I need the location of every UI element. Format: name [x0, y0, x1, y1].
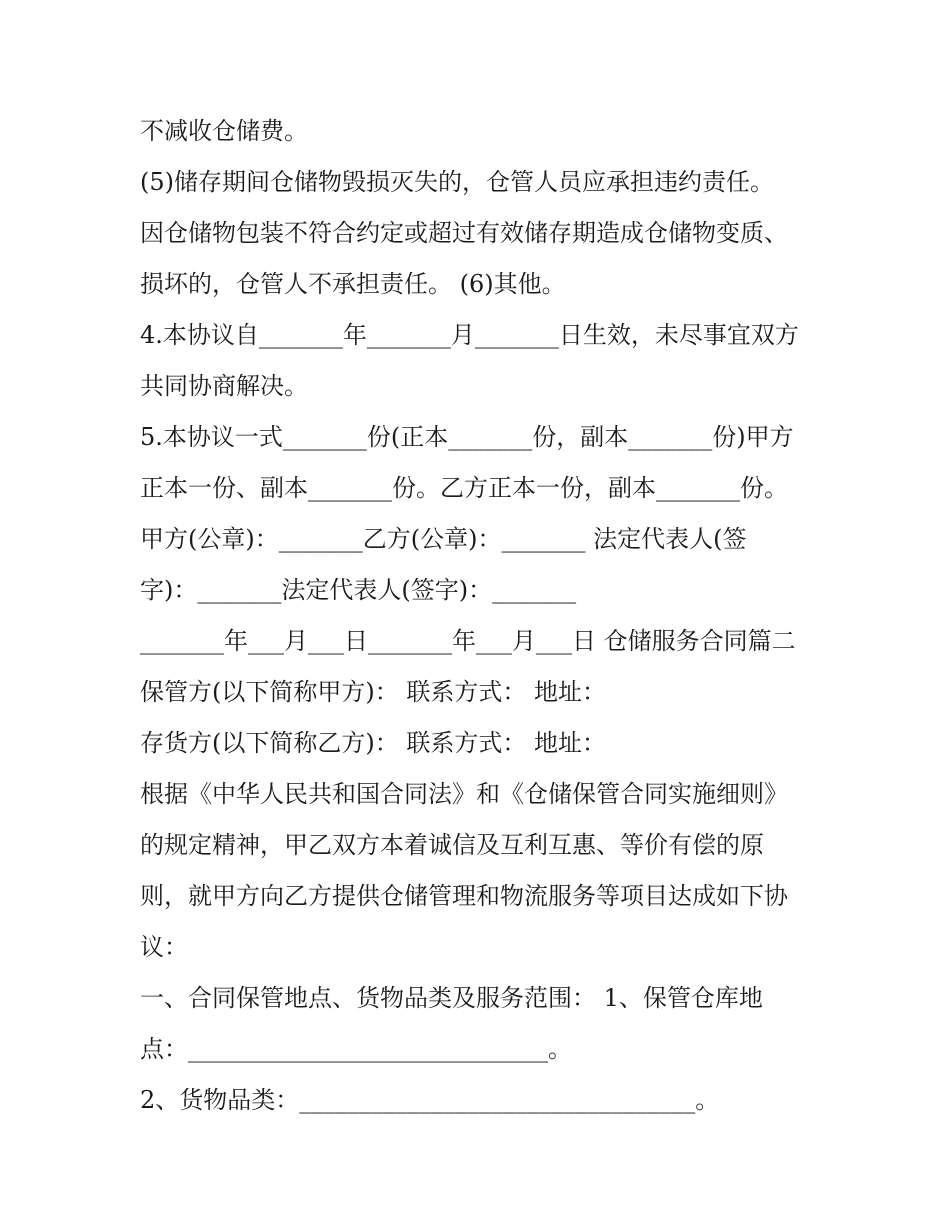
text-line: 议： [140, 933, 188, 961]
text-line: 正本一份、副本_______份。乙方正本一份，副本_______份。 [140, 474, 788, 502]
text-line: 共同协商解决。 [140, 372, 308, 400]
text-line: 字)：_______法定代表人(签字)：_______ [140, 576, 577, 604]
document-body [140, 106, 840, 1126]
text-line: 2、货物品类：_________________________________。 [140, 1086, 720, 1114]
text-line: 不减收仓储费。 [140, 117, 308, 145]
text-line: (5)储存期间仓储物毁损灭失的，仓管人员应承担违约责任。 [140, 168, 774, 196]
text-line: 点：______________________________。 [140, 1035, 572, 1063]
text-line: 5.本协议一式_______份(正本_______份，副本_______份)甲方 [140, 423, 794, 451]
text-line: 一、合同保管地点、货物品类及服务范围： 1、保管仓库地 [140, 984, 763, 1012]
text-line: 根据《中华人民共和国合同法》和《仓储保管合同实施细则》 [140, 780, 788, 808]
text-line: 因仓储物包装不符合约定或超过有效储存期造成仓储物变质、 [140, 219, 788, 247]
text-line: _______年___月___日_______年___月___日 仓储服务合同篇二 [140, 627, 796, 655]
text-line: 4.本协议自_______年_______月_______日生效，未尽事宜双方 [140, 321, 799, 349]
text-line: 存货方(以下简称乙方)： 联系方式： 地址： [140, 729, 606, 757]
text-line: 损坏的，仓管人不承担责任。 (6)其他。 [140, 270, 566, 298]
text-line: 甲方(公章)：_______乙方(公章)：_______ 法定代表人(签 [140, 525, 747, 553]
text-line: 保管方(以下简称甲方)： 联系方式： 地址： [140, 678, 606, 706]
text-line: 则，就甲方向乙方提供仓储管理和物流服务等项目达成如下协 [140, 882, 788, 910]
text-line: 的规定精神，甲乙双方本着诚信及互利互惠、等价有偿的原 [140, 831, 764, 859]
